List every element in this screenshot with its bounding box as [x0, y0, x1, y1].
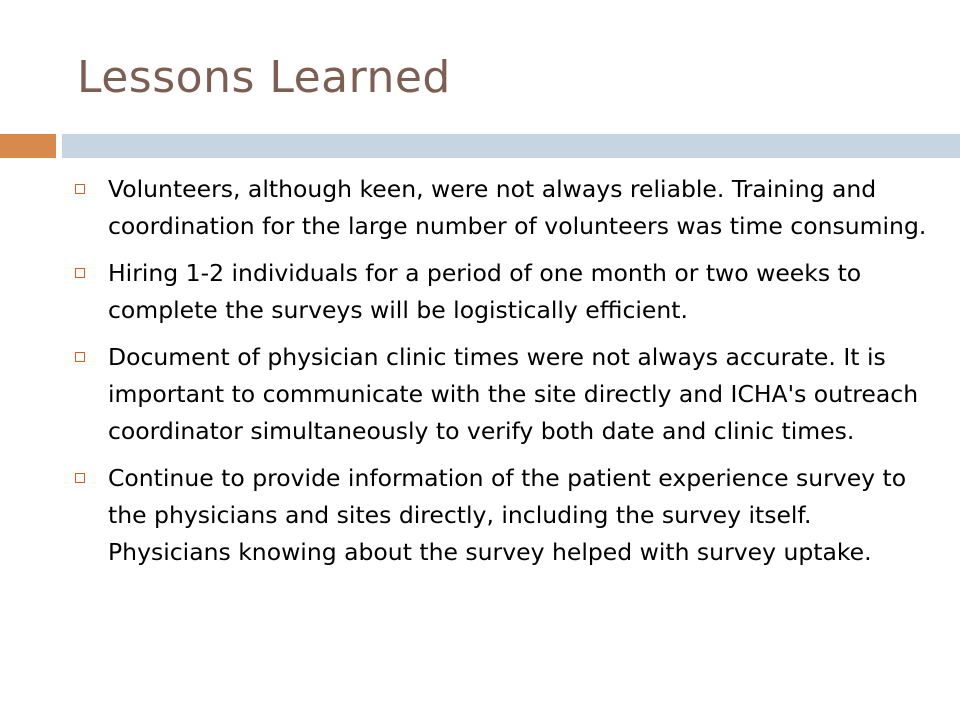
bullet-text: Hiring 1-2 individuals for a period of one month or two weeks to complete the surveys will be logistically efficient.	[108, 259, 862, 324]
square-bullet-icon	[75, 473, 85, 483]
square-bullet-icon	[75, 184, 85, 194]
bullet-item	[70, 460, 930, 571]
bullet-list	[70, 171, 930, 581]
bullet-item	[70, 171, 930, 245]
title-accent-bar-blue	[62, 134, 960, 158]
bullet-item	[70, 339, 930, 450]
title-accent-bar-orange	[0, 134, 56, 158]
square-bullet-icon	[75, 268, 85, 278]
square-bullet-icon	[75, 352, 85, 362]
bullet-text: Document of physician clinic times were not always accurate. It is important to communicate with the site directly and ICHA's outreach coordinator simultaneously to verify both date and clinic times.	[108, 343, 919, 445]
bullet-item	[70, 255, 930, 329]
slide-title: Lessons Learned	[77, 52, 451, 103]
bullet-text: Continue to provide information of the patient experience survey to the physicians and sites directly, including the survey itself. Physicians knowing about the survey helped with survey uptake.	[108, 464, 907, 566]
bullet-text: Volunteers, although keen, were not always reliable. Training and coordination for the large number of volunteers was time consuming.	[108, 175, 927, 240]
